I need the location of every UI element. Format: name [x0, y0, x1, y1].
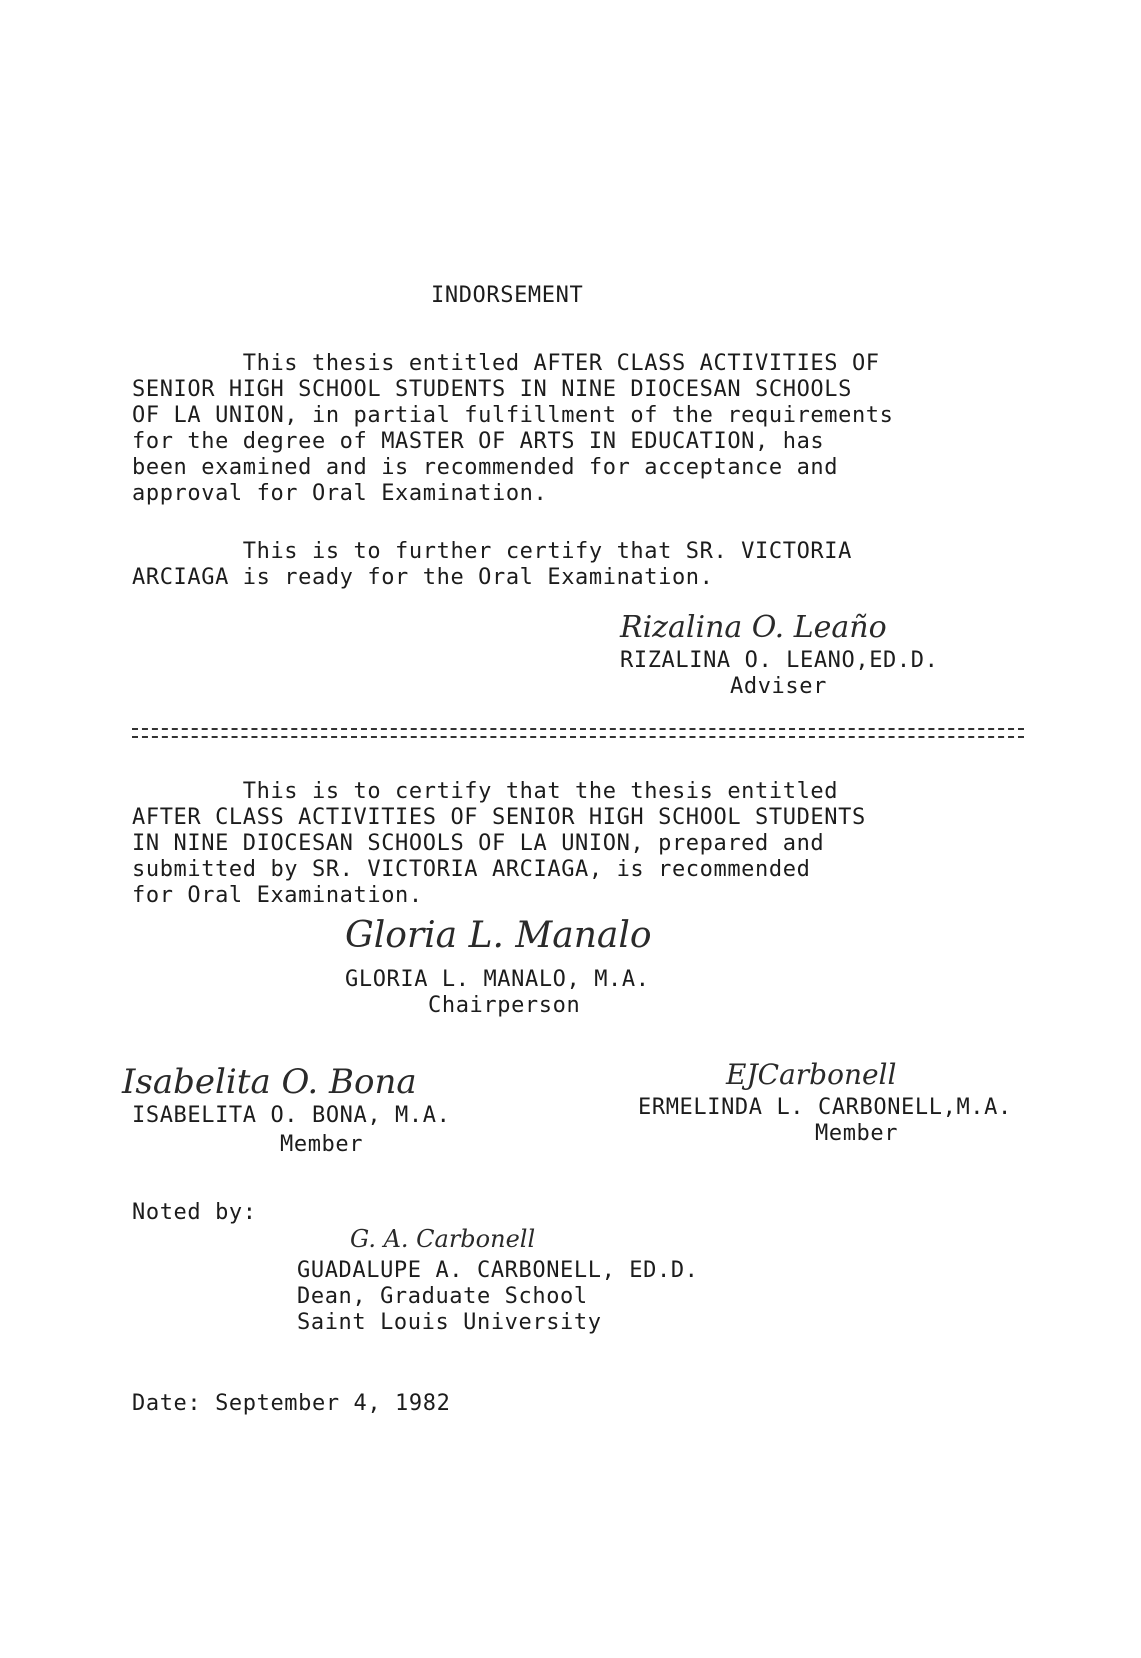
paragraph-3-line: AFTER CLASS ACTIVITIES OF SENIOR HIGH SCHOOL STUDENTS	[132, 805, 866, 830]
paragraph-1-line: OF LA UNION, in partial fulfillment of the requirements	[132, 403, 894, 428]
adviser-signature: Rizalina O. Leaño	[620, 610, 887, 645]
chairperson-signature: Gloria L. Manalo	[345, 915, 652, 956]
dean-institution: Saint Louis University	[297, 1310, 602, 1335]
paragraph-1-line: SENIOR HIGH SCHOOL STUDENTS IN NINE DIOCESAN SCHOOLS	[132, 377, 852, 402]
document-date: Date: September 4, 1982	[132, 1391, 451, 1416]
adviser-name: RIZALINA O. LEANO,ED.D.	[620, 648, 939, 673]
member-1-role: Member	[280, 1132, 364, 1157]
paragraph-3-line: submitted by SR. VICTORIA ARCIAGA, is recommended	[132, 857, 811, 882]
dean-title: Dean, Graduate School	[297, 1284, 588, 1309]
dean-name: GUADALUPE A. CARBONELL, ED.D.	[297, 1258, 699, 1283]
member-2-role: Member	[815, 1121, 899, 1146]
paragraph-3-line: for Oral Examination.	[132, 883, 423, 908]
section-divider	[132, 728, 1024, 738]
member-1-signature: Isabelita O. Bona	[122, 1062, 417, 1102]
chairperson-role: Chairperson	[428, 993, 581, 1018]
paragraph-3-line: IN NINE DIOCESAN SCHOOLS OF LA UNION, prepared and	[132, 831, 825, 856]
paragraph-2-line: This is to further certify that SR. VICTORIA	[132, 539, 852, 564]
paragraph-1-line: for the degree of MASTER OF ARTS IN EDUCATION, has	[132, 429, 825, 454]
document-title: INDORSEMENT	[431, 283, 584, 308]
member-2-signature: EJCarbonell	[726, 1058, 897, 1091]
paragraph-1-line: approval for Oral Examination.	[132, 481, 548, 506]
paragraph-1-line: been examined and is recommended for acceptance and	[132, 455, 839, 480]
paragraph-1-line: This thesis entitled AFTER CLASS ACTIVITIES OF	[132, 351, 880, 376]
member-1-name: ISABELITA O. BONA, M.A.	[132, 1103, 451, 1128]
member-2-name: ERMELINDA L. CARBONELL,M.A.	[638, 1095, 1012, 1120]
adviser-role: Adviser	[730, 674, 827, 699]
paragraph-2-line: ARCIAGA is ready for the Oral Examination.	[132, 565, 714, 590]
noted-by-label: Noted by:	[132, 1200, 257, 1225]
paragraph-3-line: This is to certify that the thesis entitled	[132, 779, 839, 804]
dean-signature: G. A. Carbonell	[350, 1225, 536, 1253]
chairperson-name: GLORIA L. MANALO, M.A.	[345, 967, 650, 992]
